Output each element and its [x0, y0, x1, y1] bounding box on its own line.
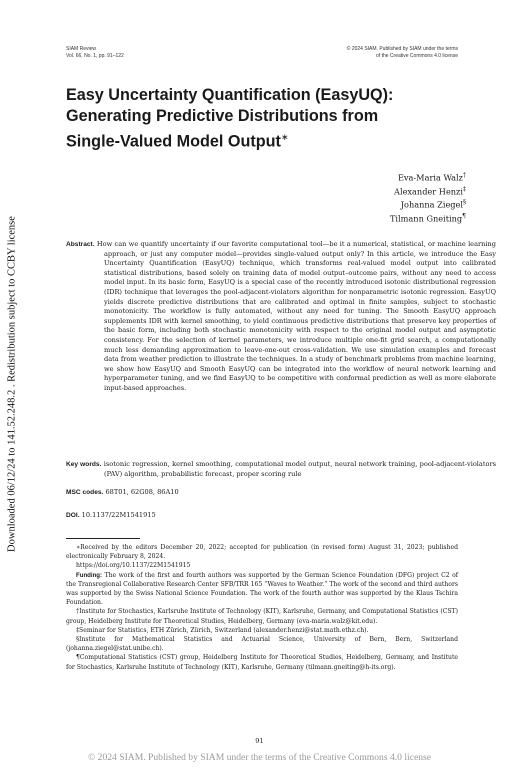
journal-volume: Vol. 66, No. 1, pp. 91–122	[66, 53, 124, 59]
footnote-divider	[66, 538, 140, 539]
keywords	[66, 460, 496, 479]
footnote-affiliation: †Institute for Stochastics, Karlsruhe Institute of Technology (KIT), Karlsruhe, Germany, and Computational Statistics (CST) group, Heidelberg Institute for Theoretical Studies, Heidelberg, Germany (eva-maria.walz@kit.edu).	[66, 608, 458, 625]
keywords-text: isotonic regression, kernel smoothing, computational model output, neural network training, pool-adjacent-violators (PAV) algorithm, probabilistic forecast, proper scoring rule	[103, 460, 496, 478]
author: Tilmann Gneiting¶	[389, 213, 466, 224]
journal-name: SIAM Review	[66, 46, 97, 52]
footnote-funding	[66, 571, 458, 608]
title-line-3: Single-Valued Model Output	[66, 132, 281, 151]
author: Eva-Maria Walz†	[397, 172, 466, 183]
title-line-1: Easy Uncertainty Quantification (EasyUQ):	[66, 86, 394, 104]
download-stamp-text: Downloaded 06/12/24 to 141.52.248.2 . Redistribution subject to CCBY license	[6, 216, 18, 552]
copyright-header	[347, 46, 458, 60]
abstract	[66, 240, 496, 394]
doi	[66, 511, 156, 519]
msc-codes	[66, 488, 179, 496]
author: Alexander Henzi‡	[394, 185, 466, 197]
footnote-url[interactable]: https://doi.org/10.1137/22M1541915	[76, 562, 191, 570]
license-footer: © 2024 SIAM. Published by SIAM under the terms of the Creative Commons 4.0 license	[87, 752, 432, 763]
abstract-label: Abstract.	[66, 241, 95, 248]
copyright-line-1: © 2024 SIAM. Published by SIAM under the terms	[346, 46, 458, 52]
msc-text: 68T01, 62G08, 86A10	[105, 488, 179, 496]
footnote-received: ∗Received by the editors December 20, 2022; accepted for publication (in revised form) August 31, 2023; published electronically February 8, 2024.	[66, 544, 458, 561]
funding-label: Funding:	[76, 571, 103, 579]
keywords-label: Key words.	[66, 461, 102, 468]
footnote-affiliation: ¶Computational Statistics (CST) group, Heidelberg Institute for Theoretical Studies, Heidelberg, Germany, and Institute for Stochastics, Karlsruhe Institute of Technology (KIT), Karlsruhe, Germany (tilmann.gneiting@h-its.org).	[66, 654, 458, 671]
author-list	[390, 170, 466, 225]
footnote-affiliation: ‡Seminar for Statistics, ETH Zürich, Zürich, Switzerland (alexander.henzi@stat.math.ethz.ch).	[76, 626, 369, 634]
footnote-affiliation: §Institute for Mathematical Statistics and Actuarial Science, University of Bern, Bern, Switzerland (johanna.ziegel@stat.unibe.ch).	[66, 636, 458, 653]
abstract-text: How can we quantify uncertainty if our favorite computational tool—be it a numerical, statistical, or machine learning approach, or just any computer model—provides single-valued output only? In this article, we introduce the Easy Uncertainty Quantification (EasyUQ) technique, which transforms real-valued model output into calibrated statistical distributions, based solely on training data of model output–outcome pairs, without any need to access model input. In its basic form, EasyUQ is a special case of the recently introduced isotonic distributional regression (IDR) technique that leverages the pool-adjacent-violators algorithm for nonparametric isotonic regression. EasyUQ yields discrete predictive distributions that are calibrated and optimal in finite samples, subject to stochastic monotonicity. The workflow is fully automated, without any need for tuning. The Smooth EasyUQ approach supplements IDR with kernel smoothing, to yield continuous predictive distributions that preserve key properties of the basic form, including both stochastic monotonicity with respect to the original model output and asymptotic consistency. For the selection of kernel parameters, we introduce multiple one-fit grid search, a computationally much less demanding approximation to leave-one-out cross-validation. We use simulation examples and forecast data from weather prediction to illustrate the techniques. In a study of benchmark problems from machine learning, we show how EasyUQ and Smooth EasyUQ can be integrated into the workflow of neural network learning and hyperparameter tuning, and we find EasyUQ to be competitive with conformal prediction as well as more elaborate input-based approaches.	[96, 240, 496, 392]
page-number: 91	[255, 737, 264, 745]
copyright-line-2: of the Creative Commons 4.0 license	[376, 53, 458, 59]
download-stamp	[0, 0, 24, 768]
title-footnote-mark: ∗	[280, 132, 289, 142]
msc-label: MSC codes.	[66, 489, 104, 496]
paper-title	[66, 85, 466, 152]
footnotes	[66, 543, 458, 672]
funding-text: The work of the first and fourth authors was supported by the German Science Foundation (DFG) project C2 of the Transregional Collaborative Research Center SFB/TRR 165 “Waves to Weather.” The work of the second and third authors was supported by the Swiss National Science Foundation. The work of the fourth author was supported by the Klaus Tschira Foundation.	[66, 571, 459, 607]
journal-info	[66, 46, 124, 60]
doi-label: DOI.	[66, 512, 80, 519]
doi-text[interactable]: 10.1137/22M1541915	[81, 511, 156, 519]
title-line-2: Generating Predictive Distributions from	[66, 107, 379, 125]
author: Johanna Ziegel§	[400, 199, 466, 211]
